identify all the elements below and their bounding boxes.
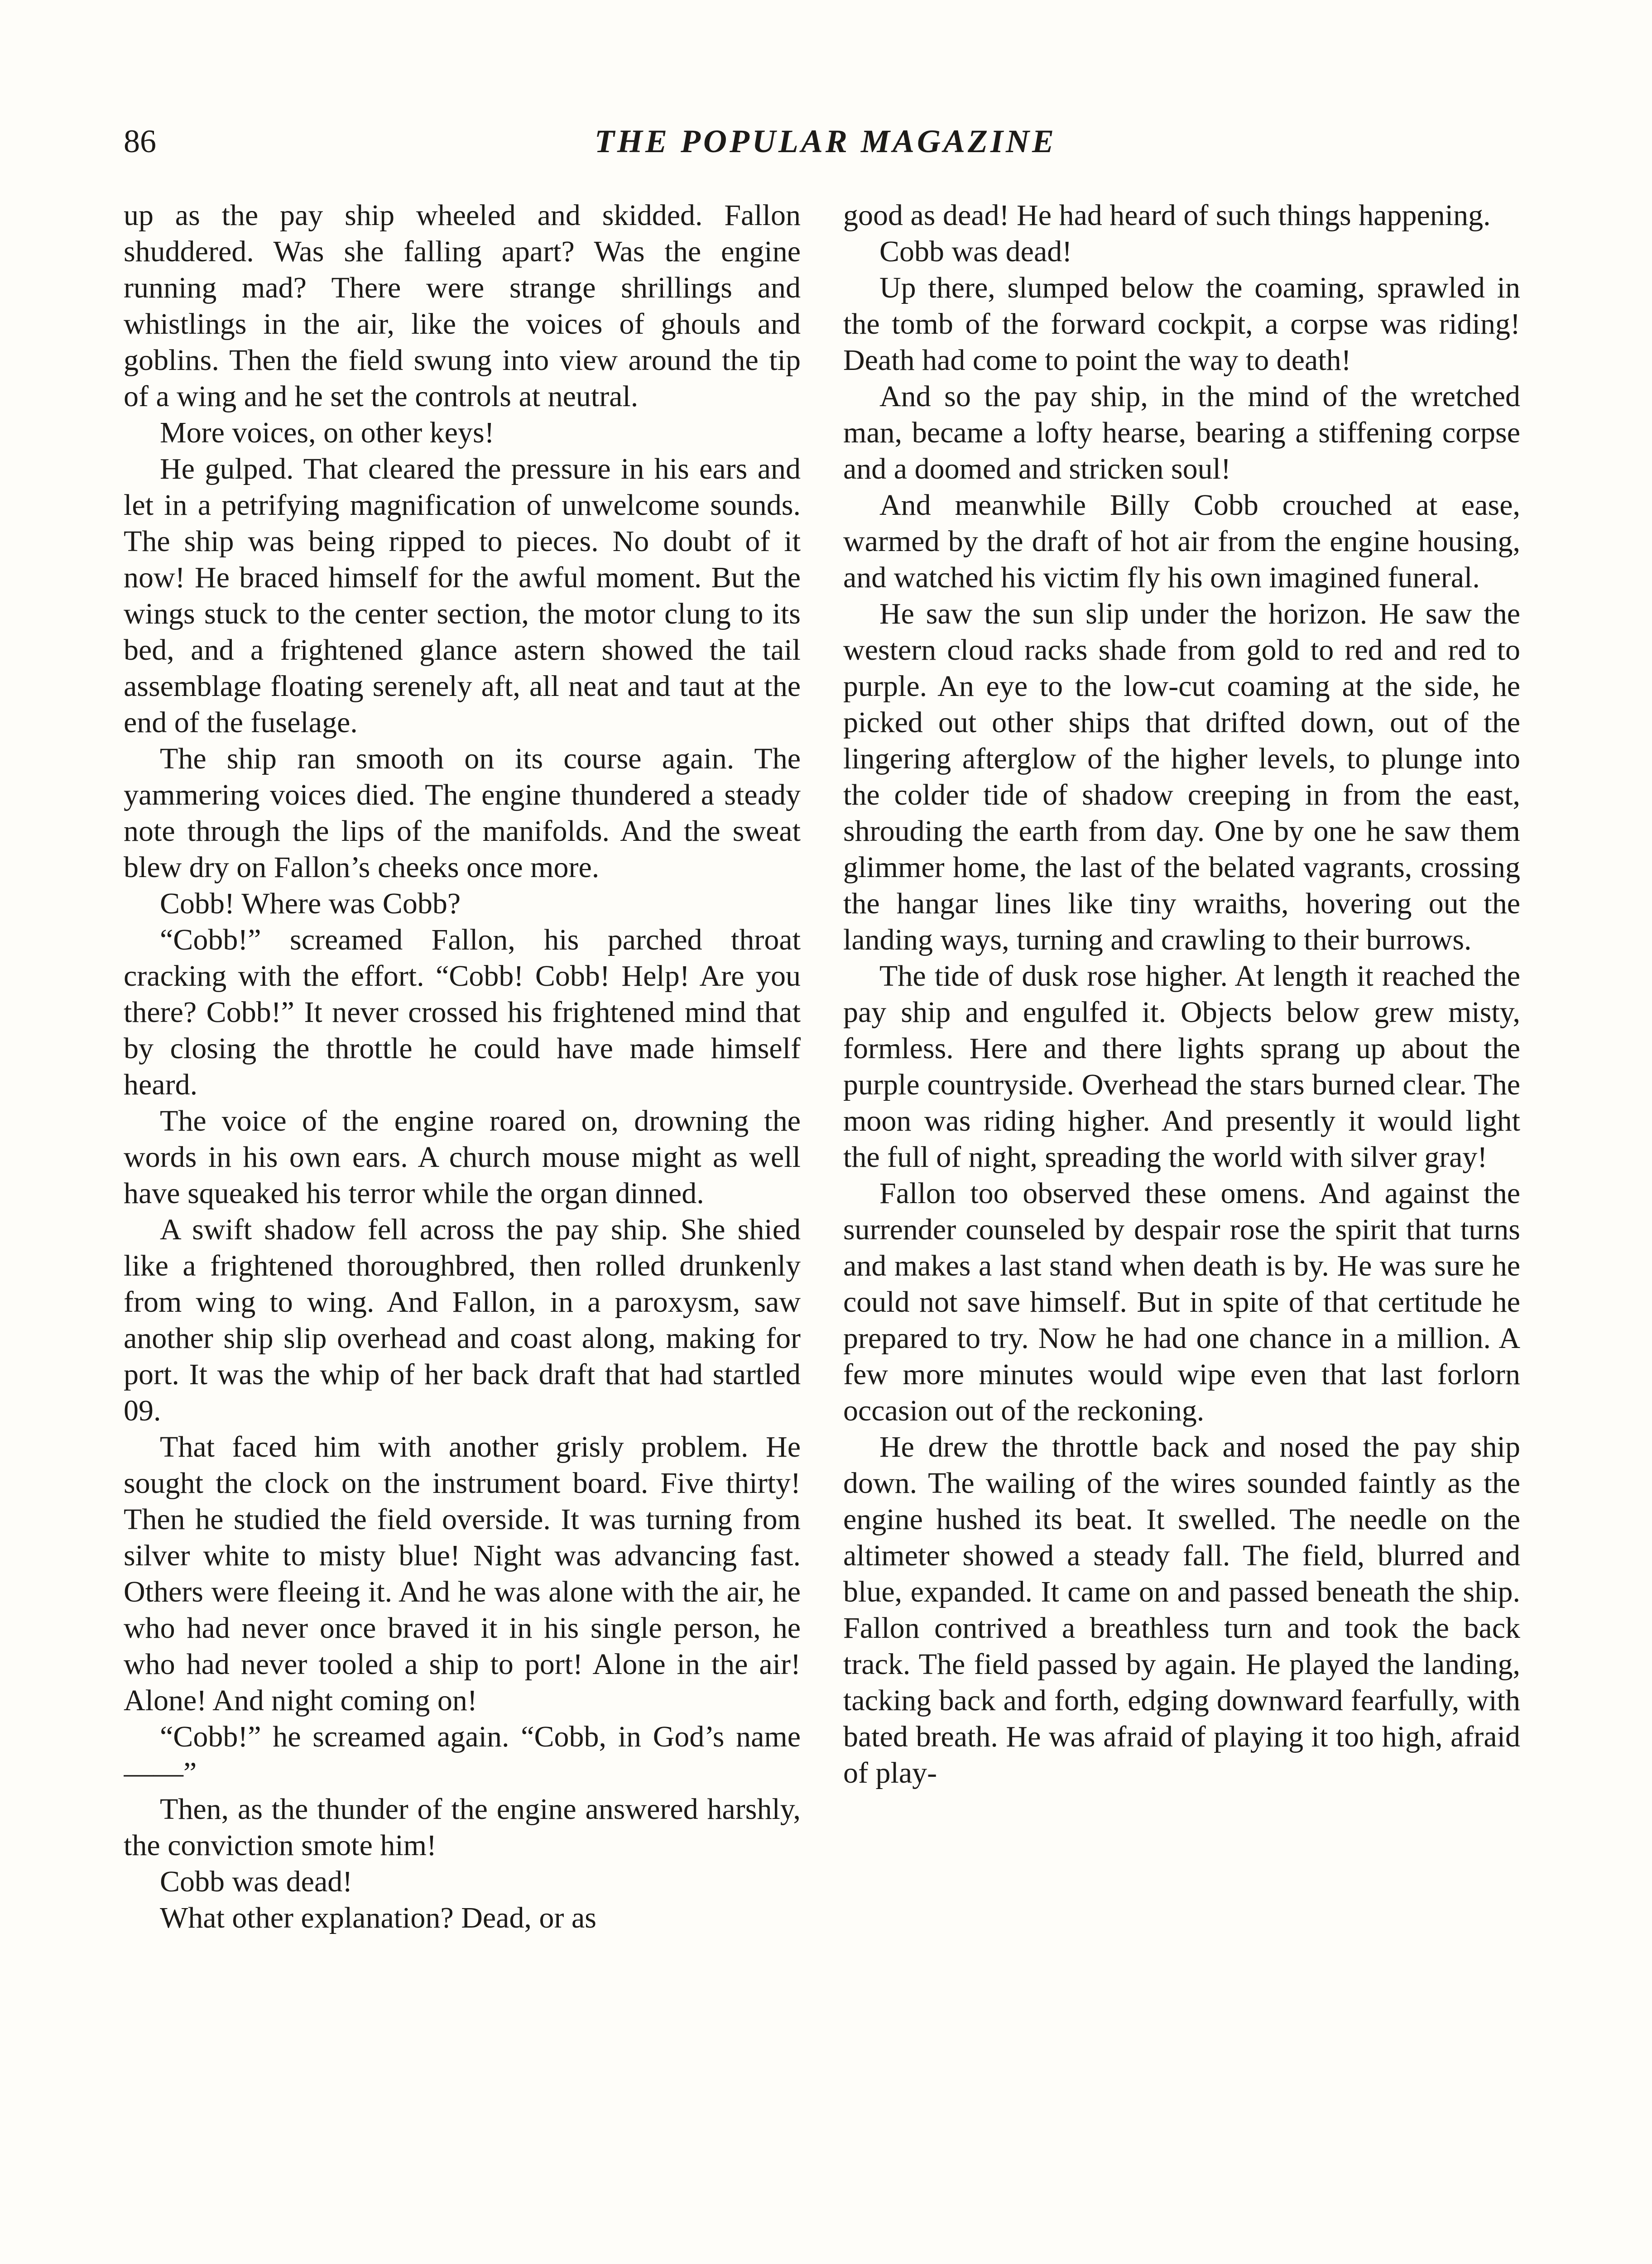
paragraph: He gulped. That cleared the pressure in his ears and let in a petrifying magnification of unwelcome sounds. The ship was being ripped to pieces. No doubt of it now! He braced himself for the awful moment. But the wings stuck to the center section, the motor clung to its bed, and a frightened glance astern showed the tail assemblage floating serenely aft, all neat and taut at the end of the fuselage.: [124, 452, 801, 739]
page-header: [124, 119, 1527, 168]
paragraph: Cobb! Where was Cobb?: [160, 887, 461, 920]
paragraph: The ship ran smooth on its course again. The yammering voices died. The engine thundered a steady note through the lips of the manifolds. And the sweat blew dry on Fallon’s cheeks once more.: [124, 742, 801, 884]
paragraph: More voices, on other keys!: [160, 416, 495, 449]
page-number: 86: [124, 123, 156, 159]
paragraph: He saw the sun slip under the horizon. He saw the western cloud racks shade from gold to red and red to purple. An eye to the low-cut coaming at the side, he picked out other ships that drifted down, out of the lingering afterglow of the higher levels, to plunge into the colder tide of shadow creeping in from the east, shrouding the earth from day. One by one he saw them glimmer home, the last of the belated vagrants, crossing the hangar lines like tiny wraiths, hovering out the landing ways, turning and crawling to their burrows.: [843, 597, 1520, 956]
paragraph: Cobb was dead!: [879, 235, 1072, 268]
right-text-column: [843, 197, 1520, 2264]
paragraph: And so the pay ship, in the mind of the wretched man, became a lofty hearse, bearing a stiffening corpse and a doomed and stricken soul!: [843, 380, 1520, 485]
paragraph: “Cobb!” he screamed again. “Cobb, in God’s name——”: [124, 1720, 801, 1789]
paragraph: A swift shadow fell across the pay ship. She shied like a frightened thoroughbred, then rolled drunkenly from wing to wing. And Fallon, in a paroxysm, saw another ship slip overhead and coast along, making for port. It was the whip of her back draft that had startled 09.: [124, 1213, 801, 1427]
paragraph: Then, as the thunder of the engine answered harshly, the conviction smote him!: [124, 1793, 801, 1862]
paragraph: The tide of dusk rose higher. At length it reached the pay ship and engulfed it. Objects below grew misty, formless. Here and there lights sprang up about the purple countryside. Overhead the stars burned clear. The moon was riding higher. And presently it would light the full of night, spreading the world with silver gray!: [843, 959, 1520, 1174]
paragraph: up as the pay ship wheeled and skidded. Fallon shuddered. Was she falling apart? Was the engine running mad? There were strange shrillings and whistlings in the air, like the voices of ghouls and goblins. Then the field swung into view around the tip of a wing and he set the controls at neutral.: [124, 199, 801, 413]
paragraph: good as dead! He had heard of such things happening.: [843, 199, 1491, 232]
paragraph: Fallon too observed these omens. And against the surrender counseled by despair rose the spirit that turns and makes a last stand when death is by. He was sure he could not save himself. But in spite of that certitude he prepared to try. Now he had one chance in a million. A few more minutes would wipe even that last forlorn occasion out of the reckoning.: [843, 1177, 1520, 1427]
paragraph: And meanwhile Billy Cobb crouched at ease, warmed by the draft of hot air from the engine housing, and watched his victim fly his own imagined funeral.: [843, 489, 1520, 594]
paragraph: Cobb was dead!: [160, 1865, 353, 1898]
paragraph: Up there, slumped below the coaming, sprawled in the tomb of the forward cockpit, a corpse was riding! Death had come to point the way to death!: [843, 271, 1520, 377]
paragraph: “Cobb!” screamed Fallon, his parched throat cracking with the effort. “Cobb! Cobb! Help! Are you there? Cobb!” It never crossed his frightened mind that by closing the throttle he could have made himself heard.: [124, 923, 801, 1101]
paragraph: He drew the throttle back and nosed the pay ship down. The wailing of the wires sounded faintly as the engine hushed its beat. It swelled. The needle on the altimeter showed a steady fall. The field, blurred and blue, expanded. It came on and passed beneath the ship. Fallon contrived a breathless turn and took the back track. The field passed by again. He played the landing, tacking back and forth, edging downward fearfully, with bated breath. He was afraid of playing it too high, afraid of play-: [843, 1430, 1520, 1789]
paragraph: What other explanation? Dead, or as: [160, 1901, 596, 1934]
paragraph: The voice of the engine roared on, drowning the words in his own ears. A church mouse might as well have squeaked his terror while the organ dinned.: [124, 1104, 801, 1210]
left-text-column: [124, 197, 801, 2264]
paragraph: That faced him with another grisly problem. He sought the clock on the instrument board. Five thirty! Then he studied the field overside. It was turning from silver white to misty blue! Night was advancing fast. Others were fleeing it. And he was alone with the air, he who had never once braved it in his single person, he who had never tooled a ship to port! Alone in the air! Alone! And night coming on!: [124, 1430, 801, 1717]
running-title: THE POPULAR MAGAZINE: [594, 123, 1057, 159]
